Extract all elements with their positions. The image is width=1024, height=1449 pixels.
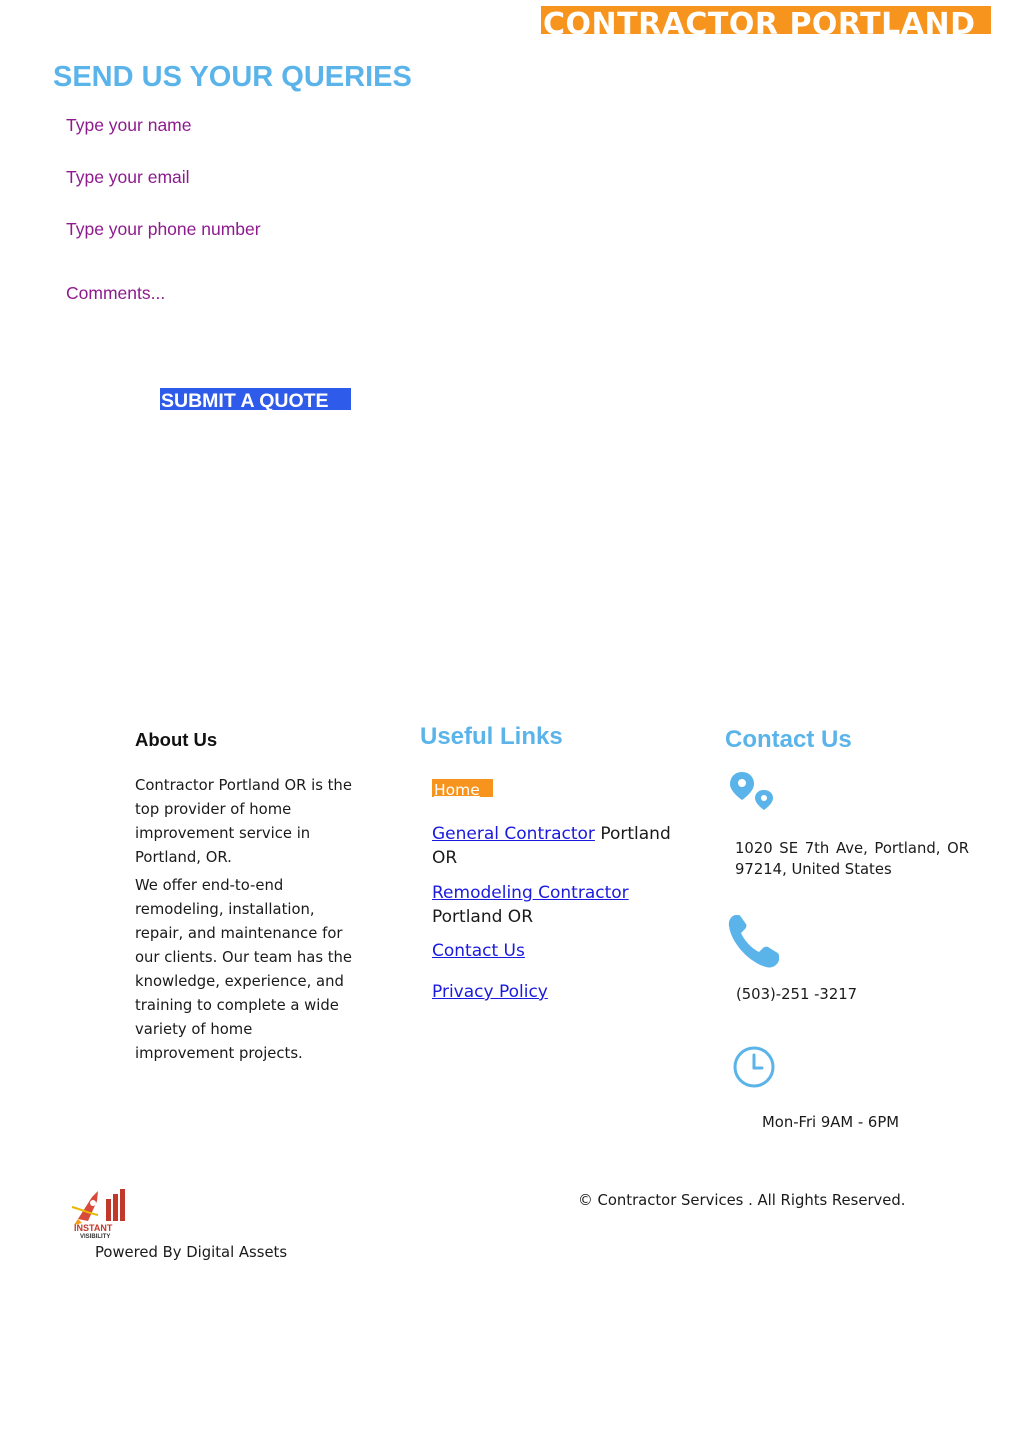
location-pin-icon — [728, 770, 778, 814]
phone-icon — [726, 912, 782, 970]
business-hours: Mon-Fri 9AM - 6PM — [762, 1114, 900, 1131]
name-field[interactable]: Type your name — [66, 115, 192, 135]
general-contractor-link[interactable]: General Contractor — [432, 824, 595, 844]
phone-number: (503)-251 -3217 — [736, 986, 858, 1003]
about-paragraph-1: Contractor Portland OR is the top provider of home improvement service in Portland, OR. — [135, 777, 352, 866]
brand-banner — [541, 6, 991, 34]
phone-field[interactable]: Type your phone number — [66, 219, 261, 239]
brand-title: CONTRACTOR PORTLAND — [543, 7, 976, 34]
email-field[interactable]: Type your email — [66, 167, 190, 187]
home-link[interactable]: Home — [432, 779, 493, 797]
about-heading: About Us — [135, 729, 218, 750]
copyright-text: © Contractor Services . All Rights Reserved. — [578, 1192, 906, 1209]
form-title: SEND US YOUR QUERIES — [53, 61, 412, 93]
remodeling-contractor-suffix: Portland OR — [432, 907, 534, 927]
remodeling-contractor-item — [432, 881, 672, 929]
logo-text-line-2: VISIBILITY — [80, 1234, 111, 1240]
contact-us-item — [432, 939, 672, 963]
address-text: 1020 SE 7th Ave, Portland, OR 97214, United States — [735, 840, 969, 878]
useful-links-heading: Useful Links — [420, 723, 563, 750]
privacy-policy-link[interactable]: Privacy Policy — [432, 982, 548, 1002]
comments-field[interactable]: Comments... — [66, 283, 166, 303]
general-contractor-item — [432, 822, 672, 870]
remodeling-contractor-link[interactable]: Remodeling Contractor — [432, 883, 629, 903]
general-contractor-suffix: Portland OR — [432, 824, 671, 868]
about-paragraph-2: We offer end-to-end remodeling, installation, repair, and maintenance for our clients. Our team has the knowledge, experience, and training to complete a wide variety of home improvement projects. — [135, 877, 353, 1062]
submit-quote-button[interactable]: SUBMIT A QUOTE — [160, 388, 351, 410]
contact-heading: Contact Us — [725, 726, 852, 753]
powered-by-text: Powered By Digital Assets — [95, 1244, 288, 1261]
logo-text-line-1: INSTANT — [74, 1223, 113, 1233]
clock-icon — [731, 1044, 777, 1090]
instant-visibility-logo — [70, 1185, 128, 1241]
contact-us-link[interactable]: Contact Us — [432, 941, 525, 961]
privacy-policy-item — [432, 980, 672, 1004]
